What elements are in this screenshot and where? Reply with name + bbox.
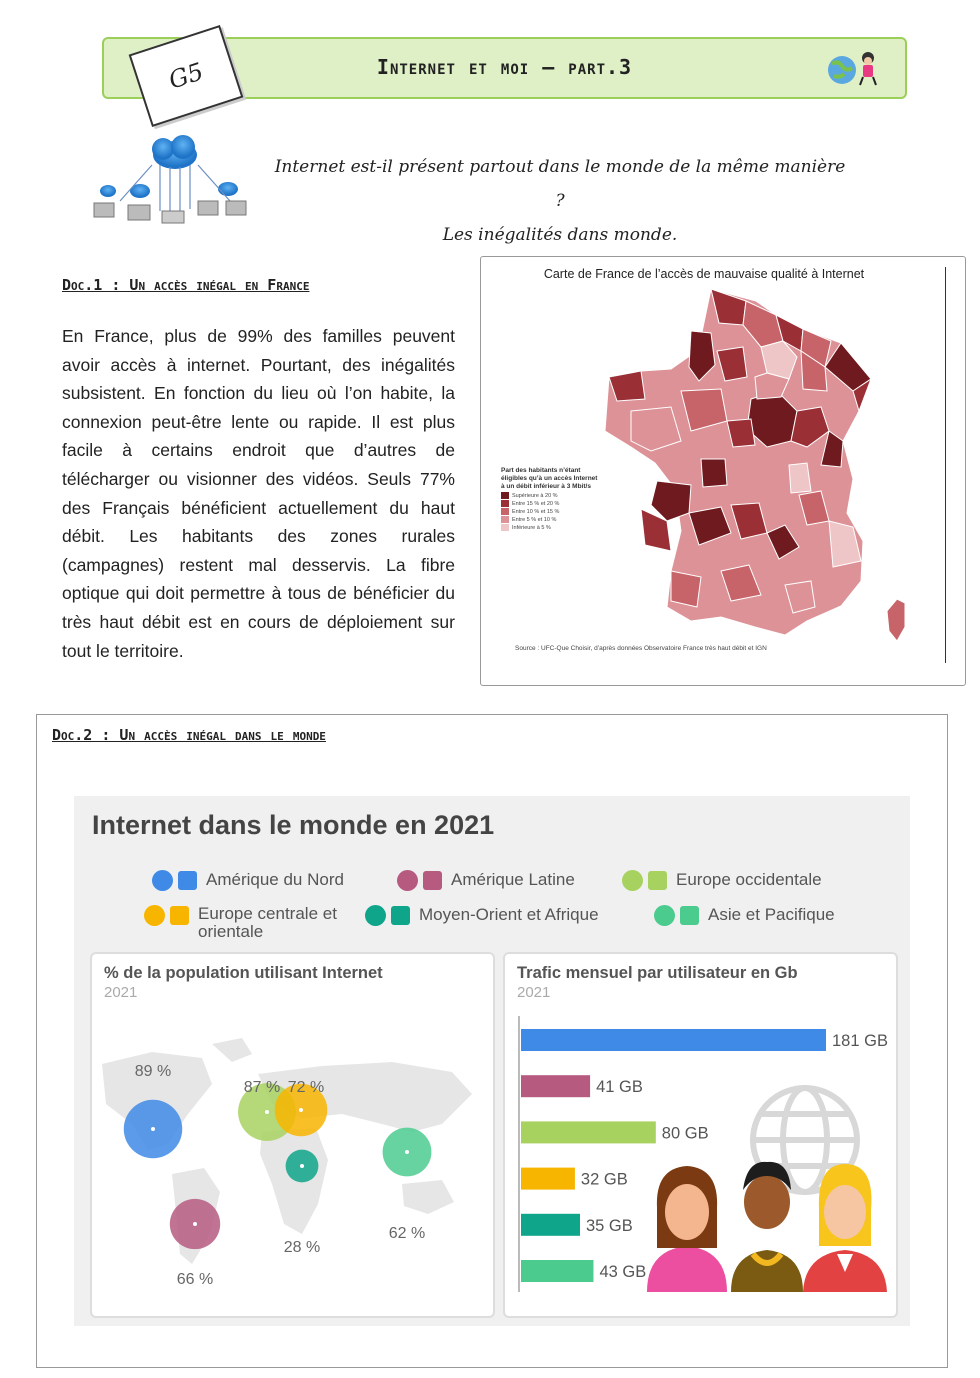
legend-item-middle-east-africa: [365, 905, 599, 926]
legend-row: [501, 508, 601, 515]
bar-label: 35 GB: [585, 1216, 633, 1235]
bubble-center: [265, 1110, 269, 1114]
bubble-label: 72 %: [287, 1079, 325, 1096]
doc2-title: Doc.2 : Un accès inégal dans le monde: [52, 726, 326, 744]
infographic: [74, 796, 910, 1326]
legend-item-asia-pacific: [654, 905, 835, 926]
legend-label: Supérieure à 20 %: [512, 492, 558, 499]
bar-label: 181 GB: [832, 1032, 888, 1050]
question-subtitle: Les inégalités dans monde.: [442, 225, 678, 245]
legend-row: [501, 516, 601, 523]
bubble-label: 89 %: [134, 1063, 172, 1080]
legend-item-western-europe: [622, 870, 822, 891]
legend-square: [680, 906, 699, 925]
bubble-label: 28 %: [283, 1239, 321, 1256]
traffic-bar-chart: [505, 954, 896, 1316]
corsica: [887, 599, 905, 641]
infographic-title: Internet dans le monde en 2021: [92, 810, 495, 840]
page-title: Internet et moi – part.3: [376, 55, 633, 79]
bubble-center: [300, 1164, 304, 1168]
france-map: [571, 281, 931, 651]
france-map-card: [480, 256, 966, 686]
population-panel: [90, 952, 495, 1318]
legend-item-central-europe: [144, 905, 338, 941]
map-title: Carte de France de l’accès de mauvaise qualité à Internet: [543, 267, 865, 281]
legend-dot: [365, 905, 386, 926]
legend-dot: [144, 905, 165, 926]
legend-swatch: [501, 508, 509, 515]
legend-swatch: [501, 516, 509, 523]
traffic-panel-title: Trafic mensuel par utilisateur en Gb: [517, 964, 798, 982]
legend-label: Inférieure à 5 %: [512, 524, 551, 531]
legend-item-north-america: [152, 870, 344, 891]
population-panel-year: 2021: [104, 984, 138, 1001]
legend-square: [423, 871, 442, 890]
legend-square: [178, 871, 197, 890]
bubble-center: [193, 1222, 197, 1226]
legend-swatch: [501, 492, 509, 499]
bubble-label: 87 %: [243, 1079, 281, 1096]
bubble-center: [299, 1108, 303, 1112]
question-text: Internet est-il présent partout dans le monde de la même manière ?: [274, 157, 846, 211]
legend-dot: [397, 870, 418, 891]
bar-3: [521, 1168, 575, 1190]
traffic-panel-year: 2021: [517, 984, 551, 1001]
map-legend: [501, 467, 601, 531]
cloud-network-illustration: [80, 125, 255, 230]
doc1-title: Doc.1 : Un accès inégal en France: [62, 276, 310, 294]
people-illustration: [647, 1162, 887, 1292]
legend-row: [501, 500, 601, 507]
g5-label: G5: [165, 57, 207, 95]
legend-label: Moyen-Orient et Afrique: [419, 905, 599, 924]
bubble-center: [151, 1127, 155, 1131]
legend-label: Amérique Latine: [451, 870, 575, 889]
map-source: Source : UFC-Que Choisir, d’après données Observatoire France très haut débit et IGN: [515, 645, 767, 652]
bar-label: 41 GB: [596, 1078, 643, 1097]
population-panel-title: % de la population utilisant Internet: [104, 964, 383, 982]
legend-label: Entre 15 % et 20 %: [512, 500, 560, 507]
legend-label: Amérique du Nord: [206, 870, 344, 889]
map-divider: [945, 267, 946, 663]
legend-square: [391, 906, 410, 925]
bar-1: [521, 1075, 590, 1097]
legend-label: Entre 5 % et 10 %: [512, 516, 557, 523]
legend-label: Europe centrale et orientale: [198, 904, 337, 941]
legend-swatch: [501, 500, 509, 507]
bar-2: [521, 1121, 656, 1143]
legend-row: [501, 524, 601, 531]
globe-icon: [822, 48, 888, 88]
traffic-panel: [503, 952, 898, 1318]
bar-5: [521, 1260, 593, 1282]
legend-swatch: [501, 524, 509, 531]
legend-label: Asie et Pacifique: [708, 905, 835, 924]
legend-row: [501, 492, 601, 499]
doc1-text: En France, plus de 99% des familles peuvent avoir accès à internet. Pourtant, des inégalités subsistent. En fonction du lieu où l’on habite, la connexion peut-être lente ou rapide. Il est plus facile à certains endroit que d’autres de télécharger ou visionner des vidéos. Seuls 77% des Français bénéficient actuellement du haut débit. Les habitants des zones rurales (campagnes) restent mal desservis. La fibre optique qui doit permettre à tous de bénéficier du très haut débit est en cours de déploiement sur tout le territoire.: [62, 326, 455, 661]
bar-label: 43 GB: [599, 1263, 647, 1281]
map-legend-title: Part des habitants n’étant éligibles qu’à un accès Internet à un débit inférieur à 3 Mbit/s: [501, 467, 598, 490]
bubble-label: 66 %: [176, 1271, 214, 1288]
legend-dot: [622, 870, 643, 891]
legend-label: Europe occidentale: [676, 870, 822, 889]
population-bubble-map: [92, 954, 493, 1316]
bar-label: 32 GB: [580, 1170, 628, 1189]
legend-dot: [654, 905, 675, 926]
intro-question: [270, 150, 850, 252]
legend-dot: [152, 870, 173, 891]
legend-square: [170, 906, 189, 925]
bubble-center: [405, 1150, 409, 1154]
bar-4: [521, 1214, 580, 1236]
bar-0: [521, 1029, 826, 1051]
bar-label: 80 GB: [661, 1124, 709, 1143]
legend-label: Entre 10 % et 15 %: [512, 508, 560, 515]
legend-item-latin-america: [397, 870, 575, 891]
bubble-label: 62 %: [388, 1225, 426, 1242]
legend-square: [648, 871, 667, 890]
